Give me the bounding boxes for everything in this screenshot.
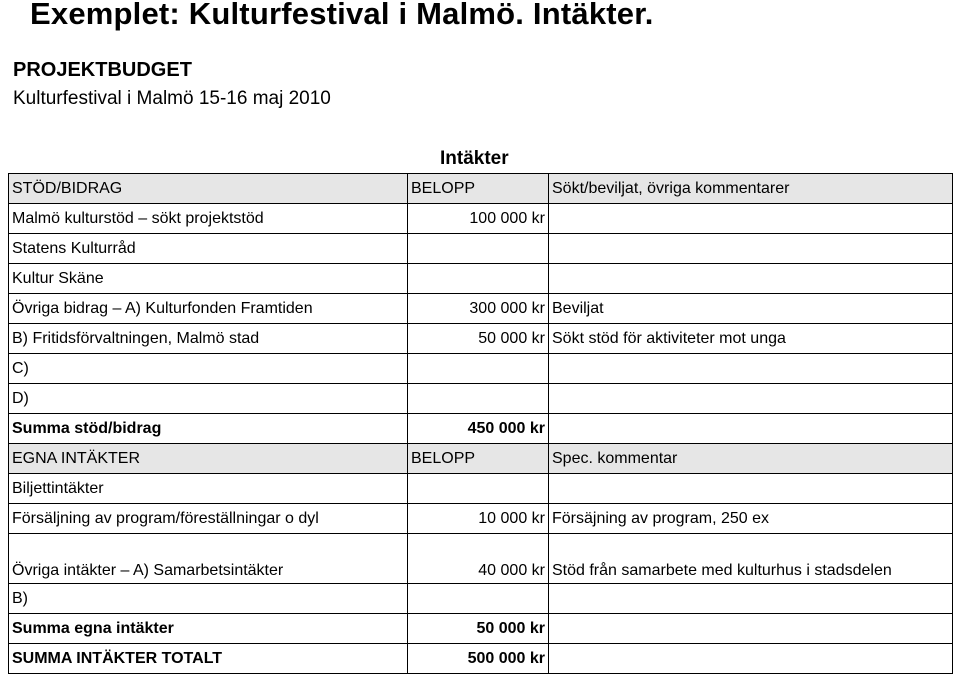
table-cell-label: Försäljning av program/föreställningar o dyl xyxy=(9,504,408,534)
table-cell-amount: 500 000 kr xyxy=(408,644,549,674)
table-cell-amount: 50 000 kr xyxy=(408,614,549,644)
table-cell-label: B) Fritidsförvaltningen, Malmö stad xyxy=(9,324,408,354)
table-cell-label: Malmö kulturstöd – sökt projektstöd xyxy=(9,204,408,234)
table-cell-label: Övriga bidrag – A) Kulturfonden Framtiden xyxy=(9,294,408,324)
document-subheading: Kulturfestival i Malmö 15-16 maj 2010 xyxy=(13,88,331,109)
table-row xyxy=(9,504,953,534)
table-cell-label: Övriga intäkter – A) Samarbetsintäkter xyxy=(9,534,408,584)
table-cell-comment: Beviljat xyxy=(549,294,953,324)
table-cell-comment xyxy=(549,614,953,644)
table-total-row xyxy=(9,644,953,674)
table-header-row xyxy=(9,444,953,474)
table-row xyxy=(9,584,953,614)
table-cell-amount: 300 000 kr xyxy=(408,294,549,324)
table-cell-comment: Försäjning av program, 250 ex xyxy=(549,504,953,534)
table-cell-label: EGNA INTÄKTER xyxy=(9,444,408,474)
table-cell-label: Summa egna intäkter xyxy=(9,614,408,644)
table-cell-amount: 50 000 kr xyxy=(408,324,549,354)
table-cell-comment: Spec. kommentar xyxy=(549,444,953,474)
table-cell-comment: Stöd från samarbete med kulturhus i stadsdelen xyxy=(549,534,953,584)
slide-title: Exemplet: Kulturfestival i Malmö. Intäkter. xyxy=(30,0,654,31)
table-cell-comment xyxy=(549,474,953,504)
table-cell-amount xyxy=(408,584,549,614)
table-cell-amount: 40 000 kr xyxy=(408,534,549,584)
section-title: Intäkter xyxy=(440,148,509,169)
table-cell-amount: BELOPP xyxy=(408,444,549,474)
table-cell-comment xyxy=(549,644,953,674)
table-cell-comment: Sökt/beviljat, övriga kommentarer xyxy=(549,174,953,204)
table-row xyxy=(9,354,953,384)
table-cell-amount: 10 000 kr xyxy=(408,504,549,534)
table-row xyxy=(9,204,953,234)
table-cell-label: SUMMA INTÄKTER TOTALT xyxy=(9,644,408,674)
table-row xyxy=(9,264,953,294)
table-cell-amount xyxy=(408,354,549,384)
table-cell-comment xyxy=(549,264,953,294)
table-cell-comment xyxy=(549,384,953,414)
budget-table xyxy=(8,173,953,674)
table-row xyxy=(9,384,953,414)
table-cell-comment xyxy=(549,204,953,234)
table-cell-label: C) xyxy=(9,354,408,384)
table-cell-label: B) xyxy=(9,584,408,614)
table-row xyxy=(9,294,953,324)
table-cell-amount: 100 000 kr xyxy=(408,204,549,234)
table-cell-comment xyxy=(549,234,953,264)
table-cell-label: STÖD/BIDRAG xyxy=(9,174,408,204)
table-header-row xyxy=(9,174,953,204)
table-cell-amount xyxy=(408,234,549,264)
table-cell-amount xyxy=(408,474,549,504)
table-cell-label: Kultur Skäne xyxy=(9,264,408,294)
table-row xyxy=(9,324,953,354)
table-cell-amount: 450 000 kr xyxy=(408,414,549,444)
table-cell-comment xyxy=(549,414,953,444)
table-subtotal-row xyxy=(9,414,953,444)
table-cell-amount xyxy=(408,384,549,414)
table-cell-label: Statens Kulturråd xyxy=(9,234,408,264)
table-cell-label: Biljettintäkter xyxy=(9,474,408,504)
table-row xyxy=(9,234,953,264)
table-subtotal-row xyxy=(9,614,953,644)
table-cell-comment xyxy=(549,584,953,614)
document-heading: PROJEKTBUDGET xyxy=(13,59,192,81)
table-row xyxy=(9,534,953,584)
table-cell-label: D) xyxy=(9,384,408,414)
table-cell-comment xyxy=(549,354,953,384)
table-cell-comment: Sökt stöd för aktiviteter mot unga xyxy=(549,324,953,354)
table-cell-amount: BELOPP xyxy=(408,174,549,204)
table-cell-label: Summa stöd/bidrag xyxy=(9,414,408,444)
table-cell-amount xyxy=(408,264,549,294)
table-row xyxy=(9,474,953,504)
